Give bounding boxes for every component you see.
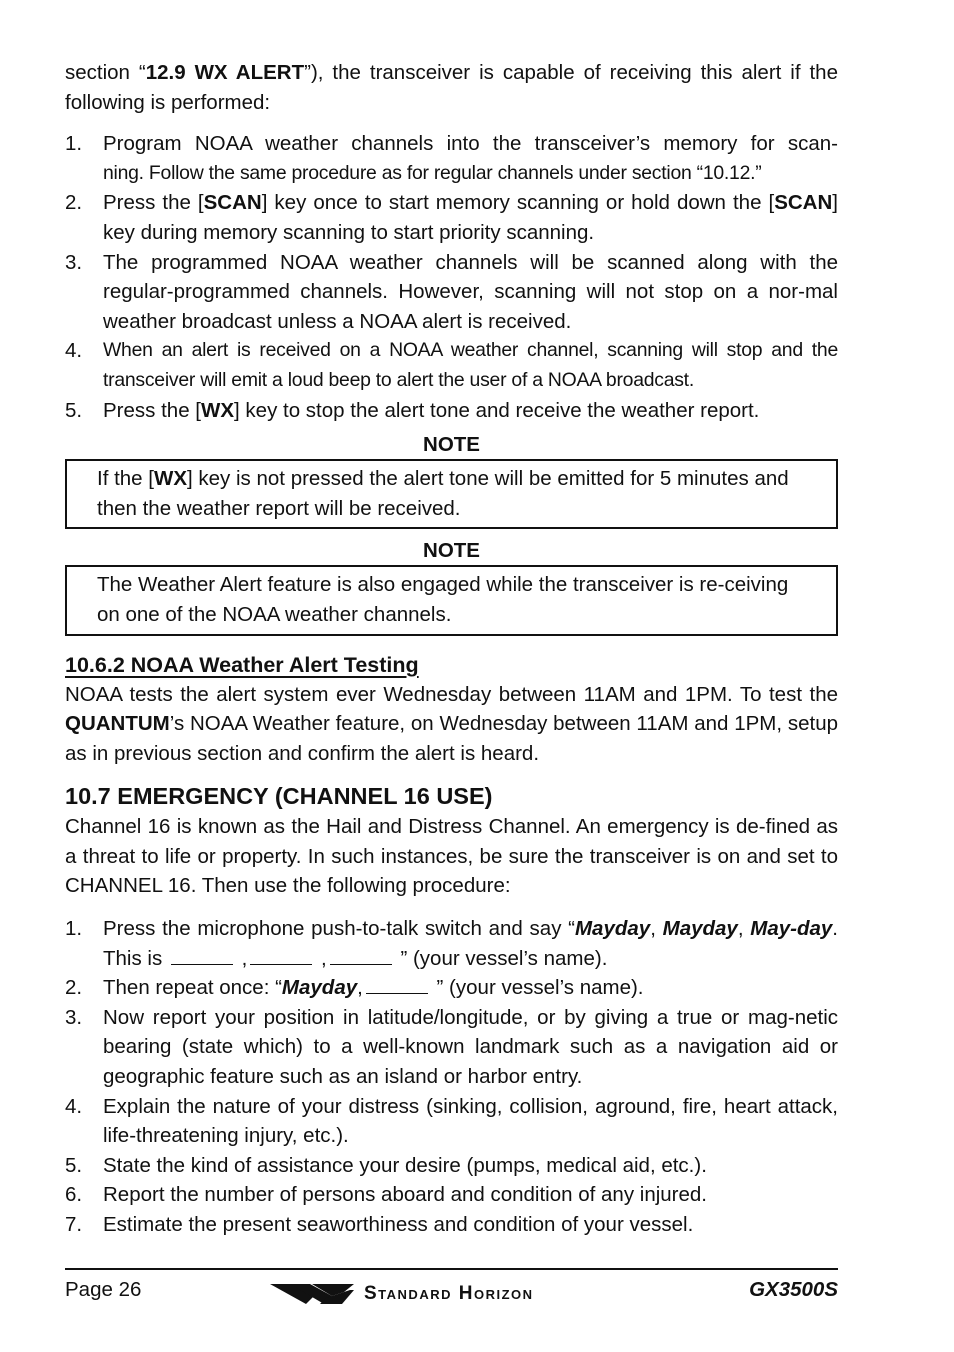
- section-heading-10-7: 10.7 EMERGENCY (CHANNEL 16 USE): [65, 783, 493, 810]
- list-item: 4. When an alert is received on a NOAA weather channel, scanning will stop and the transceiver will emit a loud beep to alert the user of a NOAA broadcast.: [65, 339, 838, 391]
- scan-key-label: SCAN: [203, 191, 262, 215]
- list-item: 1. Program NOAA weather channels into the transceiver’s memory for scan- ning. Follow the same procedure as for regular channels under section “10.12.”: [65, 132, 838, 184]
- mayday-word: Mayday: [574, 917, 651, 941]
- mayday-word: May-day: [750, 917, 833, 941]
- list-item: 2. Press the [SCAN] key once to start memory scanning or hold down the [SCAN] key during memory scanning to start priority scanning.: [65, 191, 838, 244]
- section-paragraph: NOAA tests the alert system ever Wednesday between 11AM and 1PM. To test the QUANTUM’s NOAA Weather feature, on Wednesday between 11AM and 1PM, setup as in previous section and confirm the alert is heard.: [65, 682, 838, 765]
- section-reference: 12.9 WX ALERT: [145, 61, 305, 84]
- list-item: 7. Estimate the present seaworthiness and condition of your vessel.: [65, 1213, 694, 1236]
- mayday-word: Mayday: [281, 976, 358, 1000]
- scan-key-label: SCAN: [774, 191, 833, 215]
- note-title: NOTE: [423, 433, 480, 457]
- note-title: NOTE: [423, 539, 480, 563]
- mayday-word: Mayday: [662, 917, 738, 941]
- vessel-name-blank: [250, 946, 312, 965]
- list-item: 2. Then repeat once: “Mayday, ” (your vessel’s name).: [65, 976, 644, 1000]
- list-item: 5. State the kind of assistance your desire (pumps, medical aid, etc.).: [65, 1153, 707, 1177]
- page-number: Page 26: [65, 1278, 142, 1301]
- list-item: 1. Press the microphone push-to-talk switch and say “Mayday, Mayday, May-day. This is , , ” (your vessel’s name).: [65, 917, 838, 970]
- list-item: 3. Now report your position in latitude/longitude, or by giving a true or mag-netic bearing (state which) to a well-known landmark such as a navigation aid or geographic feature such as an island or harbor entry.: [65, 1005, 838, 1089]
- section-paragraph: Channel 16 is known as the Hail and Distress Channel. An emergency is de-fined as a threat to life or property. In such instances, be sure the transceiver is on and set to CHANNEL 16. Then use the following procedure:: [65, 815, 838, 898]
- setup-steps-list: [65, 129, 838, 425]
- page-footer: [65, 1268, 838, 1312]
- model-number: GX3500S: [749, 1278, 838, 1301]
- brand-wordmark: Standard Horizon: [364, 1283, 534, 1304]
- vessel-name-blank: [330, 946, 392, 965]
- wx-key-label: WX: [153, 467, 188, 491]
- brand-name: QUANTUM: [65, 712, 170, 736]
- section-heading-10-6-2: 10.6.2 NOAA Weather Alert Testing: [65, 652, 419, 677]
- emergency-steps-list: [65, 914, 838, 1240]
- list-item: 6. Report the number of persons aboard and condition of any injured.: [65, 1183, 707, 1207]
- brand-logo: [270, 1282, 534, 1306]
- note-box: If the [WX] key is not pressed the alert tone will be emitted for 5 minutes and then the weather report will be received.: [65, 459, 838, 529]
- list-item: 3. The programmed NOAA weather channels will be scanned along with the regular-programmed channels. However, scanning will not stop on a nor-mal weather broadcast unless a NOAA alert is received.: [65, 250, 838, 333]
- vessel-name-blank: [171, 946, 233, 965]
- list-item: 5. Press the [WX] key to stop the alert tone and receive the weather report.: [65, 398, 760, 422]
- vessel-name-blank: [366, 975, 428, 994]
- list-item: 4. Explain the nature of your distress (sinking, collision, aground, fire, heart attack, life-threatening injury, etc.).: [65, 1094, 838, 1148]
- intro-paragraph: section “12.9 WX ALERT”), the transceiver is capable of receiving this alert if the following is performed:: [65, 61, 838, 114]
- brand-mark-icon: [270, 1282, 354, 1306]
- note-box: The Weather Alert feature is also engaged while the transceiver is re-ceiving on one of the NOAA weather channels.: [65, 565, 838, 635]
- wx-key-label: WX: [201, 398, 235, 422]
- page-body: [65, 58, 838, 1240]
